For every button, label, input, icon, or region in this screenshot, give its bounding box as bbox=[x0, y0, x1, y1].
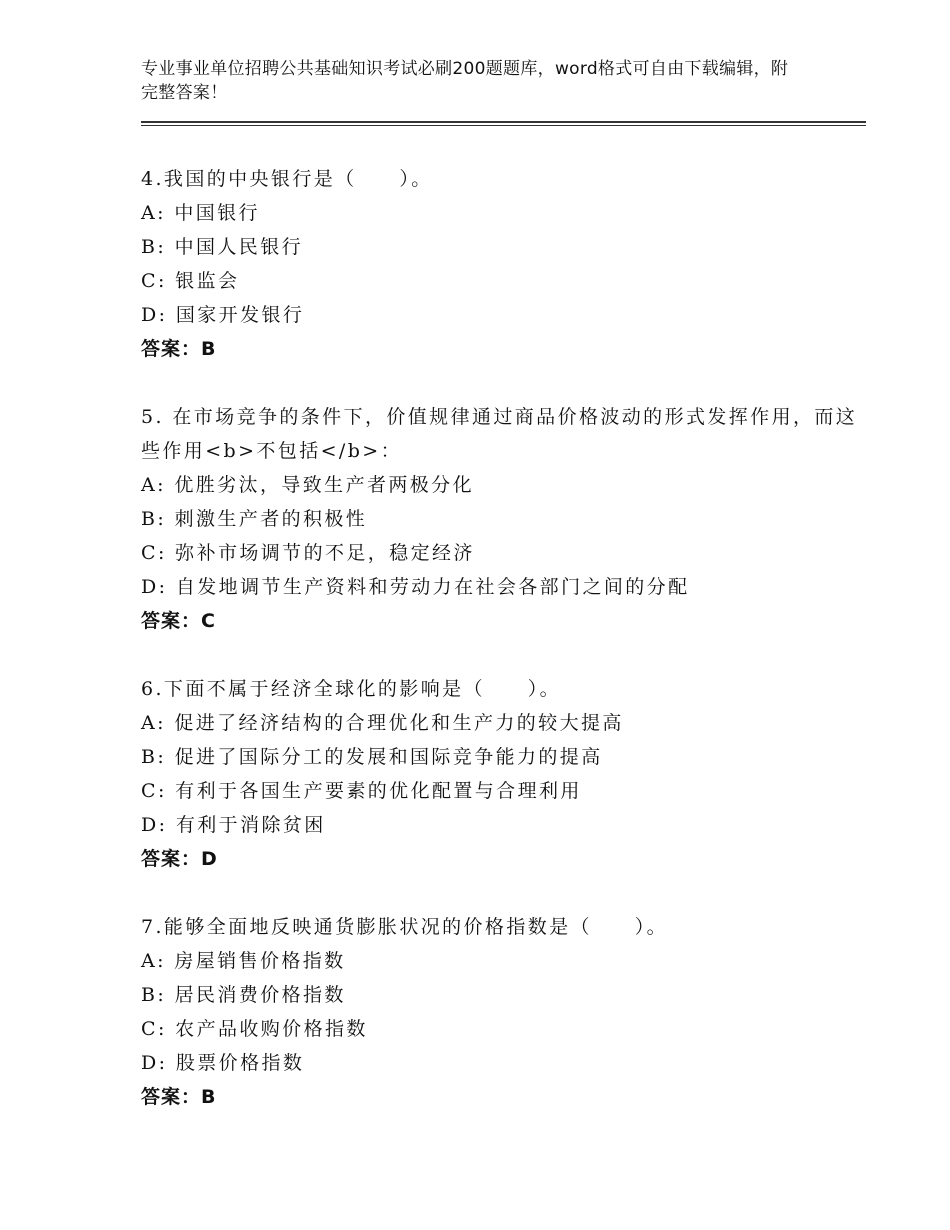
option-b: B: 居民消费价格指数 bbox=[141, 984, 346, 1006]
option-c: C: 银监会 bbox=[141, 270, 240, 292]
option-c: C: 农产品收购价格指数 bbox=[141, 1018, 368, 1040]
document-header: 专业事业单位招聘公共基础知识考试必刷200题题库，word格式可自由下载编辑，附完整答案！ bbox=[141, 59, 789, 103]
question-stem: 7.能够全面地反映通货膨胀状况的价格指数是（ ）。 bbox=[141, 916, 669, 938]
option-a: A: 中国银行 bbox=[141, 202, 260, 224]
header-divider-thin bbox=[141, 125, 866, 126]
option-a: A: 促进了经济结构的合理优化和生产力的较大提高 bbox=[141, 712, 624, 734]
answer-label: 答案：B bbox=[141, 338, 217, 360]
answer-label: 答案：C bbox=[141, 610, 216, 632]
option-d: D: 股票价格指数 bbox=[141, 1052, 305, 1074]
option-d: D: 国家开发银行 bbox=[141, 304, 305, 326]
question-6 bbox=[141, 672, 861, 876]
option-c: C: 有利于各国生产要素的优化配置与合理利用 bbox=[141, 780, 582, 802]
question-4 bbox=[141, 162, 861, 366]
question-5 bbox=[141, 400, 861, 638]
header-divider-thick bbox=[141, 121, 866, 123]
option-b: B: 促进了国际分工的发展和国际竞争能力的提高 bbox=[141, 746, 603, 768]
question-7 bbox=[141, 910, 861, 1114]
option-b: B: 中国人民银行 bbox=[141, 236, 304, 258]
answer-label: 答案：B bbox=[141, 1086, 217, 1108]
question-stem: 6.下面不属于经济全球化的影响是（ ）。 bbox=[141, 678, 562, 700]
option-d: D: 自发地调节生产资料和劳动力在社会各部门之间的分配 bbox=[141, 576, 690, 598]
option-c: C: 弥补市场调节的不足，稳定经济 bbox=[141, 542, 475, 564]
question-list bbox=[141, 162, 861, 1148]
question-stem: 5. 在市场竞争的条件下，价值规律通过商品价格波动的形式发挥作用，而这些作用<b>不包括</b>： bbox=[141, 406, 858, 462]
option-d: D: 有利于消除贫困 bbox=[141, 814, 326, 836]
option-a: A: 优胜劣汰，导致生产者两极分化 bbox=[141, 474, 474, 496]
option-a: A: 房屋销售价格指数 bbox=[141, 950, 346, 972]
answer-label: 答案：D bbox=[141, 848, 218, 870]
question-stem: 4.我国的中央银行是（ ）。 bbox=[141, 168, 433, 190]
option-b: B: 刺激生产者的积极性 bbox=[141, 508, 368, 530]
